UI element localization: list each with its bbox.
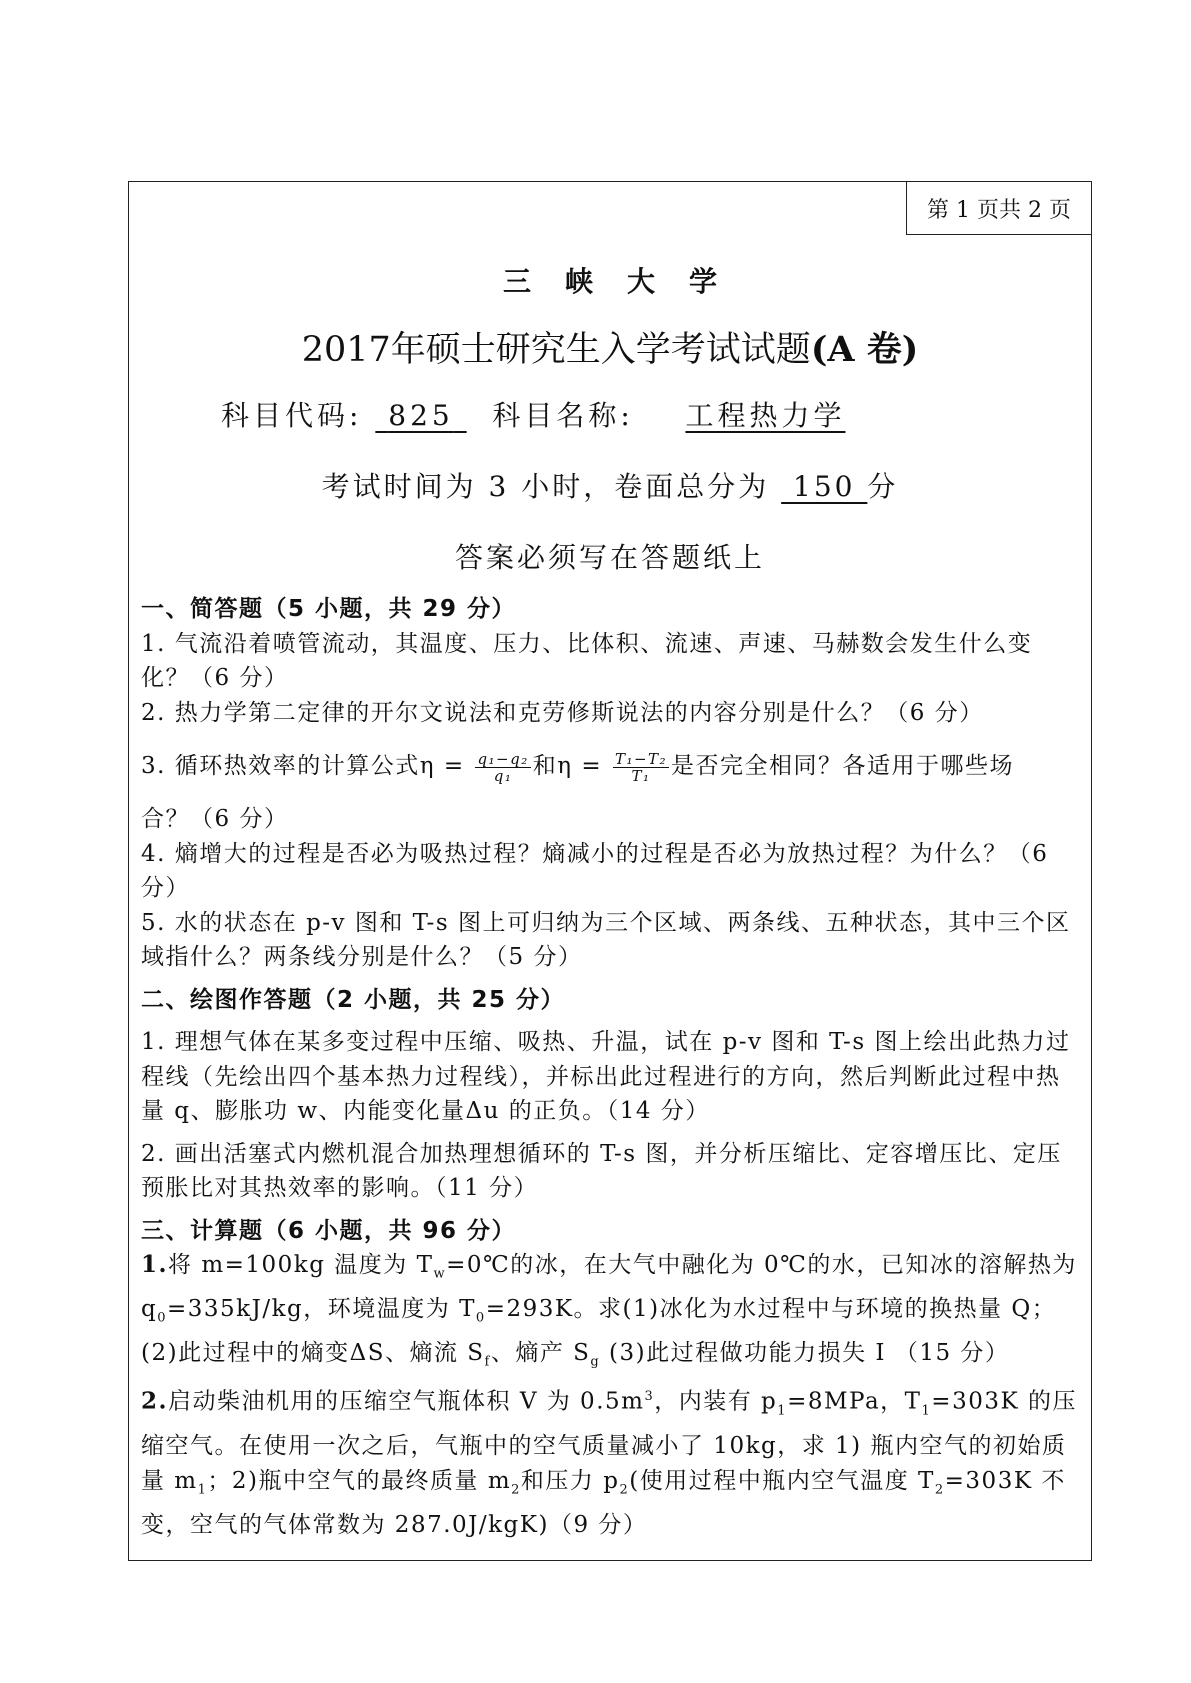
section3-q1: 1.将 m=100kg 温度为 $T_w=0℃$的冰，在大气中融化为 0℃的水，已知冰的溶解热为 $q_0=335kJ/kg$，环境温度为 $T_0=293K$。求(1)冰化为水过程中与环境的换热量 Q；(2)此过程中的熵变ΔS、熵流 $S_f$、熵产 $S_g$ (3)此过程做功能力损失 I （15 分） [141,1251,1077,1370]
section1-q2: 2. 热力学第二定律的开尔文说法和克劳修斯说法的内容分别是什么？（6 分） [141,699,984,726]
answer-notice: 答案必须写在答题纸上 [454,541,765,574]
formula-fraction-q: $\frac{\text{q₁−q₂}}{\text{q₁}}$ [477,749,529,785]
section1-q3-cont: 合？（6 分） [141,806,289,832]
exam-time-line [129,465,1091,505]
page-number-box: 第 1 页共 2 页 [906,181,1092,235]
section1-heading: 一、简答题（5 小题，共 29 分） [141,596,517,622]
title-year: 2017 [301,330,391,370]
exam-title [129,322,1091,372]
section2-q1: 1. 理想气体在某多变过程中压缩、吸热、升温，试在 p-v 图和 T-s 图上绘出此热力过程线（先绘出四个基本热力过程线），并标出此过程进行的方向，然后判断此过程中热量 q、膨胀功 w、内能变化量Δu 的正负。（14 分） [141,1029,1071,1124]
section3-q2: 2.启动柴油机用的压缩空气瓶体积 V 为 $0.5m^3$，内装有 $p_1=8MPa$，$T_1=303K$ 的压缩空气。在使用一次之后，气瓶中的空气质量减小了 10kg，求 1) 瓶内空气的初始质量 $m_1$；2)瓶中空气的最终质量 $m_2$和压力 $p_2$(使用过程中瓶内空气温度 $T_2=303K$ 不变，空气的气体常数为 287.0J/kgK)（9 分） [141,1387,1077,1538]
title-paper: (A 卷) [810,329,919,370]
section1-q4: 4. 熵增大的过程是否必为吸热过程？熵减小的过程是否必为放热过程？为什么？（6 分） [141,840,1049,901]
exam-total-score: 150 [793,470,856,503]
subject-code-value: 825 [388,399,454,432]
subject-code-label: 科目代码: [221,399,363,432]
title-text: 年硕士研究生入学考试试题 [390,330,811,370]
section1-q1: 1. 气流沿着喷管流动，其温度、压力、比体积、流速、声速、马赫数会发生什么变化？（6 分） [141,630,1033,691]
exam-content [141,592,1079,1542]
exam-time-prefix: 考试时间为 3 小时，卷面总分为 [321,470,770,503]
exam-frame [128,181,1092,1561]
section2-heading: 二、绘图作答题（2 小题，共 25 分） [141,986,566,1013]
subject-line [221,394,845,434]
section3-heading: 三、计算题（6 小题，共 96 分） [141,1217,517,1244]
subject-name-label: 科目名称: [492,399,634,432]
subject-name-value: 工程热力学 [685,399,846,432]
section1-q5: 5. 水的状态在 p-v 图和 T-s 图上可归纳为三个区域、两条线、五种状态，其中三个区域指什么？两条线分别是什么？（5 分） [141,909,1071,970]
formula-fraction-t: $\frac{\text{T₁−T₂}}{\text{T₁}}$ [614,749,668,785]
section1-q3: 3. 循环热效率的计算公式η = $\frac{\text{q₁−q₂}}{\text{q₁}}$ 和η = $\frac{\text{T₁−T₂}}{\text{T₁}}$ 是否完全相同？各适用于哪些场 [141,749,1015,785]
section2-q2: 2. 画出活塞式内燃机混合加热理想循环的 T-s 图，并分析压缩比、定容增压比、定压预胀比对其热效率的影响。（11 分） [141,1140,1062,1201]
exam-time-suffix: 分 [867,470,899,503]
university-name: 三峡大学 [502,265,751,298]
